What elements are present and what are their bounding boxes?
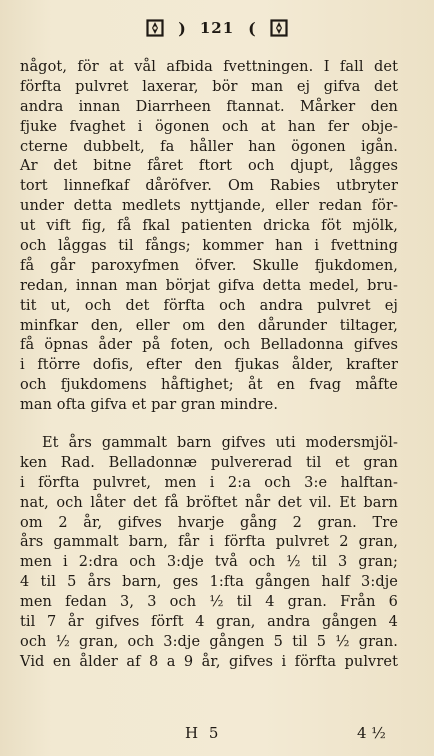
text-line: Et års gammalt barn gifves uti modersmjöl- xyxy=(42,435,398,452)
paragraph-gap xyxy=(20,416,398,434)
catchword: 4 ½ xyxy=(357,724,386,742)
text-line: men fedan 3, 3 och ½ til 4 gran. Från 6 xyxy=(20,594,398,611)
page-footer xyxy=(0,724,434,748)
text-line: minfkar den, eller om den dårunder tiltager, xyxy=(20,317,398,334)
page-header xyxy=(0,14,434,42)
text-line: redan, innan man börjat gifva detta medel, bru- xyxy=(20,277,398,294)
text-line: ut vift fig, få fkal patienten dricka föt mjölk, xyxy=(20,218,398,235)
text-line: man ofta gifva et par gran mindre. xyxy=(20,397,279,414)
text-line: nat, och låter det få bröftet når det vil. Et barn xyxy=(20,494,398,511)
text-line: ken Rad. Belladonnæ pulvererad til et gran xyxy=(20,454,398,471)
ornament-left-icon xyxy=(146,19,164,37)
text-line: och låggas til fångs; kommer han i fvettning xyxy=(20,238,398,255)
text-line: tort linnefkaf dåröfver. Om Rabies utbryter xyxy=(20,178,398,195)
paragraph-2 xyxy=(20,434,398,673)
text-line: 4 til 5 års barn, ges 1:fta gången half 3:dje xyxy=(20,574,398,591)
text-line: förfta pulvret laxerar, bör man ej gifva det xyxy=(20,78,398,95)
text-line: och fjukdomens håftighet; åt en fvag måfte xyxy=(20,377,398,394)
text-line: under detta medlets nyttjande, eller redan för- xyxy=(20,198,398,215)
signature-mark: H 5 xyxy=(185,724,222,742)
text-line: andra innan Diarrheen ftannat. Mårker den xyxy=(20,98,398,115)
text-line: fjuke fvaghet i ögonen och at han fer obje- xyxy=(20,118,398,135)
text-line: få öpnas åder på foten, och Belladonna gifves xyxy=(20,337,398,354)
text-line: få går paroxyfmen öfver. Skulle fjukdomen, xyxy=(20,257,398,274)
header-left-paren: ) xyxy=(178,18,186,38)
text-line: års gammalt barn, får i förfta pulvret 2 gran, xyxy=(20,534,398,551)
text-line: i förfta pulvret, men i 2:a och 3:e halftan- xyxy=(20,474,398,491)
text-line: tit ut, och det förfta och andra pulvret ej xyxy=(20,297,398,314)
text-line: cterne dubbelt, fa håller han ögonen igån. xyxy=(20,138,398,155)
ornament-right-icon xyxy=(270,19,288,37)
text-line: men i 2:dra och 3:dje två och ½ til 3 gran; xyxy=(20,554,398,571)
text-line: något, för at vål afbida fvettningen. I fall det xyxy=(20,59,398,75)
text-line: til 7 år gifves förft 4 gran, andra gången 4 xyxy=(20,614,398,631)
body-text xyxy=(20,58,398,673)
header-right-paren: ( xyxy=(248,18,256,38)
paragraph-1 xyxy=(20,58,398,416)
text-line: Ar det bitne fåret ftort och djupt, lågges xyxy=(20,158,398,175)
page-number: 121 xyxy=(199,19,235,37)
text-line: Vid en ålder af 8 a 9 år, gifves i förfta pulvret xyxy=(20,653,398,670)
text-line: och ½ gran, och 3:dje gången 5 til 5 ½ gran. xyxy=(20,633,398,650)
text-line: om 2 år, gifves hvarje gång 2 gran. Tre xyxy=(20,514,398,531)
text-line: i ftörre dofis, efter den fjukas ålder, krafter xyxy=(20,357,398,374)
